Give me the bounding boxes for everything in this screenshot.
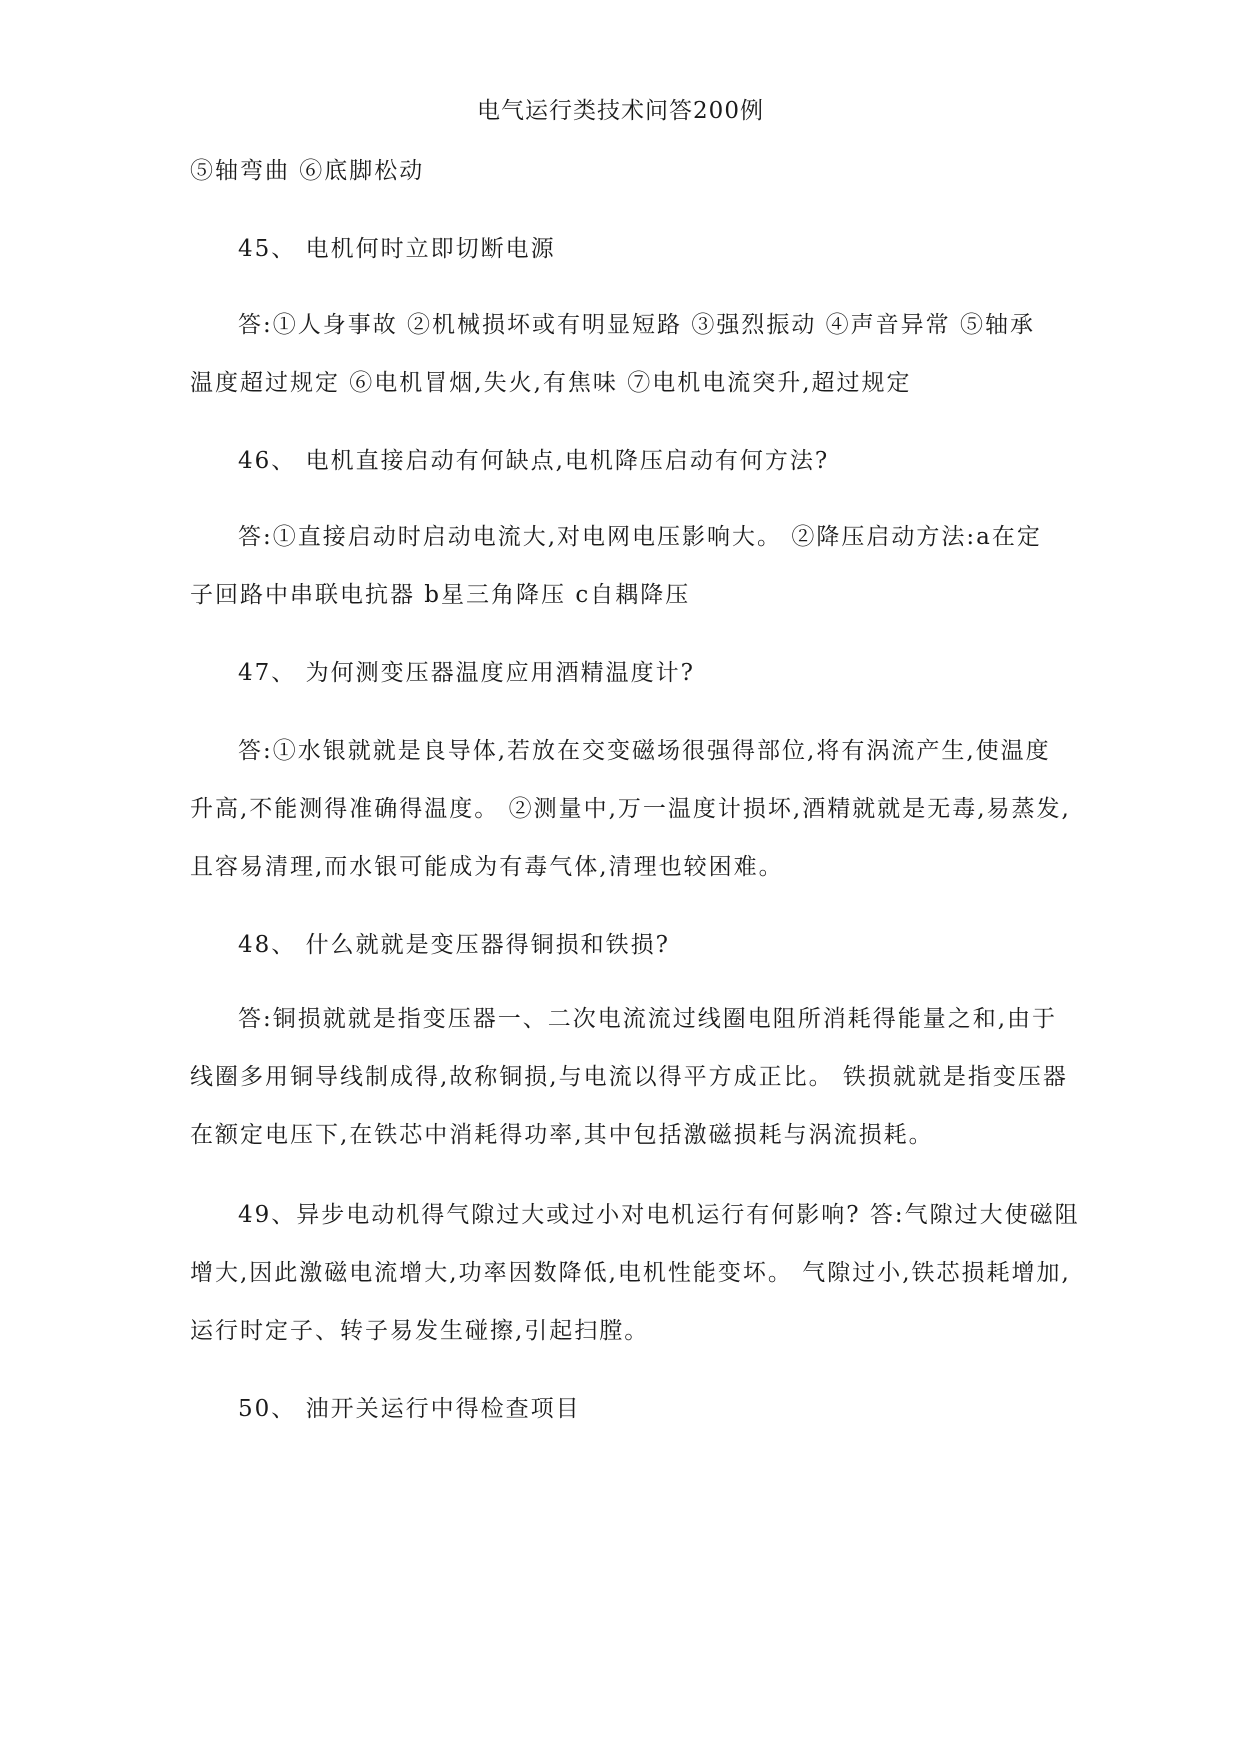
answer-49-line-3: 运行时定子、转子易发生碰擦,引起扫膛。 bbox=[190, 1318, 650, 1344]
answer-48-line-1: 答:铜损就就是指变压器一、二次电流流过线圈电阻所消耗得能量之和,由于 bbox=[238, 1006, 1058, 1032]
question-47: 47、 为何测变压器温度应用酒精温度计? bbox=[238, 660, 695, 686]
question-48: 48、 什么就就是变压器得铜损和铁损? bbox=[238, 932, 670, 958]
answer-46-line-2: 子回路中串联电抗器 b星三角降压 c自耦降压 bbox=[190, 582, 691, 608]
page-header-title: 电气运行类技术问答200例 bbox=[477, 98, 764, 124]
answer-46-line-1: 答:①直接启动时启动电流大,对电网电压影响大。 ②降压启动方法:a在定 bbox=[238, 524, 1042, 550]
answer-45-line-1: 答:①人身事故 ②机械损坏或有明显短路 ③强烈振动 ④声音异常 ⑤轴承 bbox=[238, 312, 1035, 338]
answer-45-line-2: 温度超过规定 ⑥电机冒烟,失火,有焦味 ⑦电机电流突升,超过规定 bbox=[190, 370, 912, 396]
question-46: 46、 电机直接启动有何缺点,电机降压启动有何方法? bbox=[238, 448, 830, 474]
question-45: 45、 电机何时立即切断电源 bbox=[238, 236, 556, 262]
answer-48-line-3: 在额定电压下,在铁芯中消耗得功率,其中包括激磁损耗与涡流损耗。 bbox=[190, 1122, 934, 1148]
question-50: 50、 油开关运行中得检查项目 bbox=[238, 1396, 581, 1422]
answer-47-line-2: 升高,不能测得准确得温度。 ②测量中,万一温度计损坏,酒精就就是无毒,易蒸发, bbox=[190, 796, 1071, 822]
answer-47-line-3: 且容易清理,而水银可能成为有毒气体,清理也较困难。 bbox=[190, 854, 784, 880]
question-49: 49、异步电动机得气隙过大或过小对电机运行有何影响? 答:气隙过大使磁阻 bbox=[238, 1202, 1080, 1228]
answer-47-line-1: 答:①水银就就是良导体,若放在交变磁场很强得部位,将有涡流产生,使温度 bbox=[238, 738, 1051, 764]
answer-49-line-2: 增大,因此激磁电流增大,功率因数降低,电机性能变坏。 气隙过小,铁芯损耗增加, bbox=[190, 1260, 1071, 1286]
answer-48-line-2: 线圈多用铜导线制成得,故称铜损,与电流以得平方成正比。 铁损就就是指变压器 bbox=[190, 1064, 1068, 1090]
text-line: ⑤轴弯曲 ⑥底脚松动 bbox=[190, 158, 425, 184]
